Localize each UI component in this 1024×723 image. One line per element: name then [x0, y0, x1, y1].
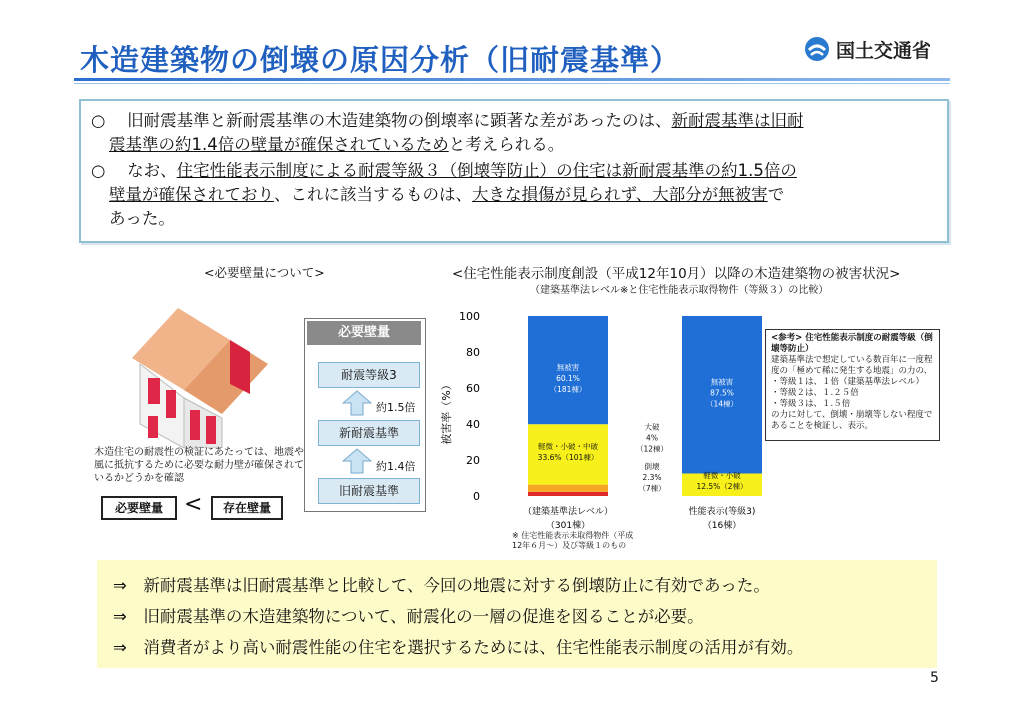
summary-underline: 新耐震基準は旧耐: [671, 111, 804, 130]
page-title: 木造建築物の倒壊の原因分析（旧耐震基準）: [80, 43, 681, 77]
summary-text: 、これに該当するものは、: [274, 185, 472, 204]
summary-point-2-cont: [109, 183, 955, 207]
y-tick-label: 80: [466, 346, 480, 359]
data-label: 軽微・小破: [703, 471, 741, 480]
data-label: 大破: [644, 422, 660, 432]
data-label: 無被害: [556, 363, 580, 372]
reference-item: ・等級１は、１倍（建築基準法レベル）: [771, 377, 925, 387]
data-label: （7棟）: [638, 484, 666, 493]
data-label: 87.5%: [710, 388, 734, 398]
up-arrow-icon: [342, 448, 372, 474]
data-label: 軽微・小破・中破: [538, 442, 598, 452]
chart-title: <住宅性能表示制度創設（平成12年10月）以降の木造建築物の被害状況>: [452, 266, 901, 282]
bullet: ○: [91, 161, 106, 180]
y-tick-label: 60: [466, 382, 480, 395]
y-tick-label: 0: [473, 490, 480, 503]
existing-wall-box: 存在壁量: [211, 496, 283, 520]
summary-point-1: [91, 109, 937, 133]
mlit-emblem-icon: [804, 36, 830, 62]
summary-text: 旧耐震基準と新耐震基準の木造建築物の倒壊率に顕著な差があったのは、: [127, 111, 672, 130]
summary-underline: 震基準の約1.4倍の壁量が確保されているため: [109, 135, 449, 154]
up-arrow-icon: [342, 390, 372, 416]
data-label: （12棟）: [635, 444, 669, 454]
x-count-label: （16棟）: [702, 521, 742, 531]
conclusion-text: 新耐震基準は旧耐震基準と比較して、今回の地震に対する倒壊防止に有効であった。: [143, 576, 770, 595]
level-old-standard: 旧耐震基準: [318, 478, 420, 504]
bars: [523, 316, 762, 531]
data-label: 倒壊: [644, 462, 660, 471]
title-underline: [74, 78, 950, 81]
bar-segment: [528, 492, 608, 496]
house-illustration: [118, 298, 278, 448]
arrow-icon: ⇒: [113, 607, 127, 626]
summary-text: で: [767, 185, 785, 204]
wall-section-heading: <必要壁量について>: [204, 265, 325, 280]
data-label: 4%: [646, 433, 658, 443]
chart-footnote: ※ 住宅性能表示未取得物件（平成12年６月～）及び等級１のもの: [512, 531, 634, 550]
arrow-icon: ⇒: [113, 576, 127, 595]
less-than-sign: <: [184, 492, 203, 517]
x-tick-label: 性能表示(等級3): [688, 507, 756, 517]
arrow-icon: ⇒: [113, 638, 127, 657]
x-count-label: （301棟）: [545, 521, 591, 531]
reference-title: <参考> 住宅性能表示制度の耐震等級（倒壊等防止）: [771, 333, 933, 354]
y-tick-label: 100: [459, 310, 480, 323]
data-label: 2.3%: [642, 473, 662, 482]
required-wall-box: 必要壁量: [101, 496, 177, 520]
summary-box: [79, 99, 949, 243]
conclusion-item: [113, 572, 770, 596]
conclusion-text: 旧耐震基準の木造建築物について、耐震化の一層の促進を図ることが必要。: [143, 607, 704, 626]
summary-text: と考えられる。: [448, 135, 565, 154]
x-tick-label: （建築基準法レベル）: [522, 507, 614, 517]
chart-subtitle: （建築基準法レベル※と住宅性能表示取得物件（等級３）の比較）: [530, 285, 829, 296]
y-tick-label: 40: [466, 418, 480, 431]
page-number: 5: [930, 670, 939, 686]
summary-text: なお、: [127, 161, 177, 180]
level-grade3: 耐震等級3: [318, 362, 420, 388]
level-new-standard: 新耐震基準: [318, 420, 420, 446]
data-label: 12.5%（2棟）: [696, 482, 748, 491]
data-label: （14棟）: [705, 399, 739, 409]
summary-point-1-cont: [109, 133, 955, 157]
data-label: 無被害: [710, 377, 734, 387]
reference-box: [765, 329, 940, 441]
ratio-1-5: 約1.5倍: [376, 401, 416, 414]
y-tick-label: 20: [466, 454, 480, 467]
reference-body: 建築基準法で想定している数百年に一度程度の「極めて稀に発生する地震」の力の、: [771, 355, 933, 376]
bullet: ○: [91, 111, 106, 130]
summary-point-2: [91, 159, 937, 183]
y-axis-label: 被害率（%）: [440, 379, 453, 445]
conclusion-item: [113, 634, 803, 658]
conclusions-box: [97, 560, 937, 668]
wall-check-note: 木造住宅の耐震性の検証にあたっては、地震や風に抵抗するために必要な耐力壁が確保されているかどうかを確認: [94, 447, 304, 484]
reference-item: ・等級３は、１.５倍: [771, 399, 851, 409]
required-wall-panel-title: 必要壁量: [307, 321, 421, 345]
conclusion-item: [113, 603, 704, 627]
conclusion-text: 消費者がより高い耐震性能の住宅を選択するためには、住宅性能表示制度の活用が有効。: [143, 638, 804, 657]
summary-underline: 壁量が確保されており: [109, 185, 274, 204]
summary-underline: 住宅性能表示制度による耐震等級３（倒壊等防止）の住宅は新耐震基準の約1.5倍の: [176, 161, 797, 180]
reference-item: ・等級２は、１.２５倍: [771, 388, 859, 398]
title-underline-thin: [74, 83, 950, 84]
ministry-logo: [804, 34, 931, 64]
bar-segment: [528, 485, 608, 492]
ratio-1-4: 約1.4倍: [376, 460, 416, 473]
data-label: 60.1%: [556, 374, 580, 383]
data-label: （181棟）: [549, 385, 587, 394]
reference-tail: の力に対して、倒壊・崩壊等しない程度であることを検証し、表示。: [771, 410, 933, 431]
summary-point-2-end: あった。: [109, 209, 175, 228]
summary-underline: 大きな損傷が見られず、大部分が無被害: [472, 185, 768, 204]
damage-chart: [436, 300, 766, 560]
ministry-name: 国土交通省: [836, 39, 932, 62]
y-axis: [459, 310, 480, 503]
data-label: 33.6%（101棟）: [537, 453, 599, 463]
